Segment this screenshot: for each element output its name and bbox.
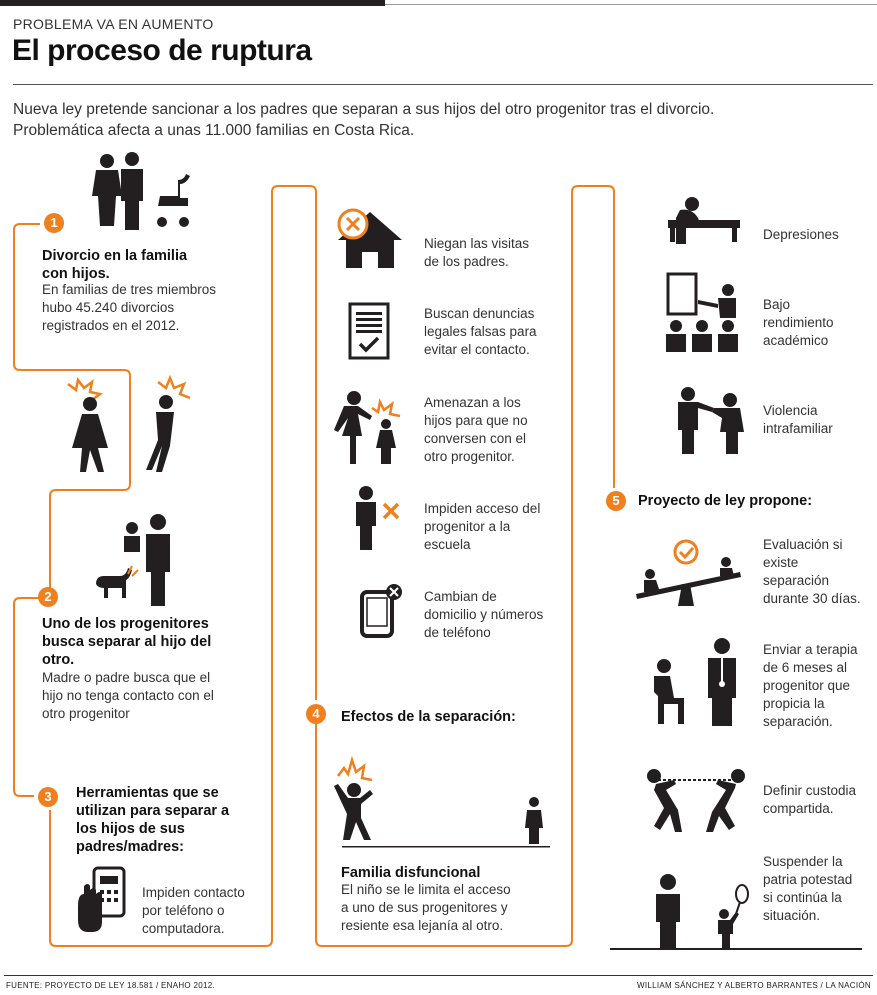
step-2-heading [42, 615, 211, 669]
step-4-subheading: Familia disfuncional [341, 865, 481, 881]
proposal-line: si continúa la [763, 890, 842, 905]
credit-note: WILLIAM SÁNCHEZ Y ALBERTO BARRANTES / LA NACIÓN [636, 981, 871, 990]
proposal-item-2 [763, 641, 858, 731]
body-line: El niño se le limita el acceso [341, 882, 511, 897]
tool-line: progenitor a la [424, 519, 511, 534]
heading-line: utilizan para separar a [76, 803, 230, 819]
body-line: resiente esa lejanía al otro. [341, 918, 504, 933]
tool-line: Impiden contacto [142, 885, 245, 900]
page-title: El proceso de ruptura [12, 34, 312, 67]
tool-line: computadora. [142, 921, 225, 936]
arguing-couple-icon [60, 374, 200, 476]
proposal-item-4 [763, 853, 852, 925]
proposal-line: de 6 meses al [763, 660, 848, 675]
tool-line: de los padres. [424, 254, 509, 269]
proposal-line: compartida. [763, 801, 834, 816]
proposal-item-3 [763, 782, 856, 818]
proposal-line: durante 30 días. [763, 591, 861, 606]
proposal-line: Enviar a terapia [763, 642, 858, 657]
body-line: hijo no tenga contacto con el [42, 688, 214, 703]
tool-line: evitar el contacto. [424, 342, 530, 357]
body-line: Madre o padre busca que el [42, 670, 211, 685]
effect-line: Violencia [763, 403, 818, 418]
tool-item-1 [424, 235, 529, 271]
tool-item-2 [424, 305, 537, 359]
heading-line: Divorcio en la familia [42, 248, 188, 264]
tool-item-3 [424, 394, 528, 466]
tool-line: Amenazan a los [424, 395, 521, 410]
step-1-badge: 1 [44, 213, 64, 233]
step-1-heading [42, 247, 187, 283]
proposal-item-1 [763, 536, 861, 608]
body-line: hubo 45.240 divorcios [42, 300, 175, 315]
tool-item-4 [424, 500, 540, 554]
seesaw-check-icon [634, 538, 744, 610]
step-5-badge: 5 [606, 491, 626, 511]
dysfunctional-family-icon [328, 756, 552, 848]
step-1-body [42, 281, 216, 335]
tool-line: por teléfono o [142, 903, 225, 918]
source-note: FUENTE: PROYECTO DE LEY 18.581 / ENAHO 2012. [6, 981, 215, 990]
house-x-icon [334, 206, 406, 272]
proposal-line: Suspender la [763, 854, 843, 869]
therapy-icon [648, 638, 744, 728]
proposal-line: situación. [763, 908, 821, 923]
tool-line: de teléfono [424, 625, 491, 640]
tool-line: Niegan las visitas [424, 236, 530, 251]
heading-line: con hijos. [42, 266, 110, 282]
heading-line: los hijos de sus [76, 821, 185, 837]
family-stroller-icon [90, 152, 202, 234]
tool-item-5 [424, 588, 543, 642]
classroom-icon [664, 270, 742, 354]
depression-icon [664, 196, 740, 244]
proposal-line: patria potestad [763, 872, 853, 887]
body-line: otro progenitor [42, 706, 130, 721]
proposal-line: Definir custodia [763, 783, 857, 798]
tool-line: Impiden acceso del [424, 501, 541, 516]
step-4-heading: Efectos de la separación: [341, 709, 516, 725]
effect-item-3 [763, 402, 833, 438]
proposal-line: separación. [763, 714, 833, 729]
step-3-tool-text [142, 884, 245, 938]
proposal-line: Evaluación si [763, 537, 843, 552]
step-4-body [341, 881, 511, 935]
tool-line: otro progenitor. [424, 449, 515, 464]
heading-line: padres/madres: [76, 839, 184, 855]
effect-line: rendimiento [763, 315, 834, 330]
body-line: En familias de tres miembros [42, 282, 217, 297]
heading-line: Herramientas que se [76, 785, 219, 801]
tool-line: Buscan denuncias [424, 306, 535, 321]
tool-line: hijos para que no [424, 413, 528, 428]
kicker: PROBLEMA VA EN AUMENTO [13, 16, 214, 32]
tool-line: domicilio y números [424, 607, 544, 622]
proposal-line: progenitor que [763, 678, 851, 693]
tool-line: Cambian de [424, 589, 497, 604]
body-line: registrados en el 2012. [42, 318, 180, 333]
proposal-line: separación [763, 573, 830, 588]
footer-rule [4, 975, 873, 976]
step-2-badge: 2 [38, 587, 58, 607]
tool-line: conversen con el [424, 431, 527, 446]
hand-phone-icon [76, 866, 130, 936]
body-line: a uno de sus progenitores y [341, 900, 508, 915]
person-x-icon [354, 486, 404, 552]
step-5-heading: Proyecto de ley propone: [638, 493, 813, 509]
effect-item-1: Depresiones [763, 227, 839, 242]
heading-line: Uno de los progenitores [42, 616, 209, 632]
tool-line: escuela [424, 537, 471, 552]
proposal-line: existe [763, 555, 799, 570]
parent-child-dog-icon [92, 512, 182, 608]
effect-line: intrafamiliar [763, 421, 833, 436]
heading-line: busca separar al hijo del [42, 634, 212, 650]
threat-icon [332, 390, 410, 466]
step-2-body [42, 669, 214, 723]
phone-x-icon [358, 582, 404, 640]
document-check-icon [348, 302, 390, 360]
intro-line: Nueva ley pretende sancionar a los padres que separan a sus hijos del otro progenitor tras el divorcio. [13, 101, 715, 118]
effect-line: académico [763, 333, 829, 348]
tug-of-war-icon [644, 766, 748, 836]
heading-line: otro. [42, 652, 75, 668]
effect-line: Bajo [763, 297, 791, 312]
step-3-badge: 3 [38, 787, 58, 807]
intro-line: Problemática afecta a unas 11.000 familias en Costa Rica. [13, 122, 415, 139]
violence-icon [674, 386, 746, 456]
step-3-heading [76, 784, 229, 856]
step-4-badge: 4 [306, 704, 326, 724]
tool-line: legales falsas para [424, 324, 537, 339]
proposal-line: propicia la [763, 696, 825, 711]
effect-item-2 [763, 296, 834, 350]
